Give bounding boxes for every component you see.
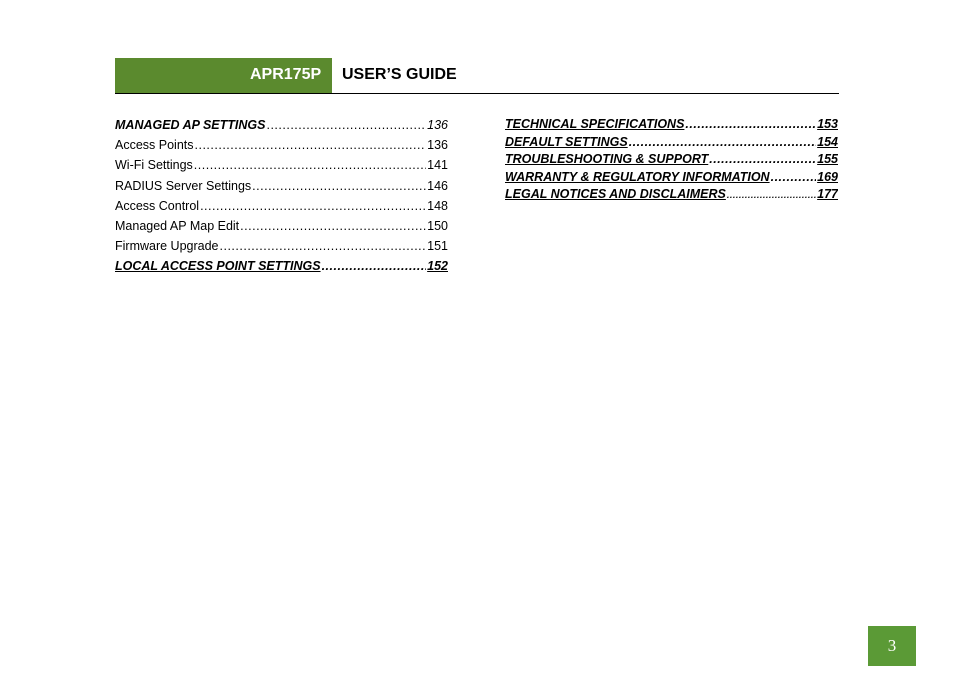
toc-page: 146: [427, 178, 448, 193]
toc-entry-access-control[interactable]: [115, 197, 448, 217]
toc-entry-default-settings[interactable]: [505, 134, 838, 152]
toc-entry-managed-ap-map-edit[interactable]: [115, 217, 448, 237]
toc-label: Access Points: [115, 138, 194, 153]
toc-label: TROUBLESHOOTING & SUPPORT: [505, 152, 709, 167]
toc-leader: [266, 116, 426, 134]
toc-page: 154: [817, 134, 838, 149]
toc-label: Managed AP Map Edit: [115, 218, 240, 233]
toc-label: RADIUS Server Settings: [115, 178, 252, 193]
toc-page: 136: [427, 118, 448, 132]
toc-page: 152: [427, 259, 448, 274]
toc-page: 169: [817, 169, 838, 184]
toc-label: TECHNICAL SPECIFICATIONS: [505, 117, 685, 131]
toc-page: 141: [427, 158, 448, 173]
toc-leader: [252, 177, 426, 195]
toc-leader: [220, 237, 427, 255]
toc-label: MANAGED AP SETTINGS: [115, 118, 266, 132]
toc-page: 151: [427, 239, 448, 254]
toc-leader: [195, 136, 427, 154]
toc-entry-troubleshooting-support[interactable]: [505, 151, 838, 169]
toc-leader: [629, 134, 816, 151]
toc-entry-local-access-point-settings[interactable]: [115, 257, 448, 277]
toc-label: LEGAL NOTICES AND DISCLAIMERS: [505, 187, 726, 202]
toc-entry-managed-ap-settings[interactable]: [115, 116, 448, 136]
toc-entry-radius-server-settings[interactable]: [115, 177, 448, 197]
toc-entry-firmware-upgrade[interactable]: [115, 237, 448, 257]
toc-label: WARRANTY & REGULATORY INFORMATION: [505, 169, 770, 184]
toc-label: Firmware Upgrade: [115, 239, 219, 254]
toc-leader: [194, 156, 426, 174]
toc-leader: [727, 187, 816, 204]
toc-label: Wi-Fi Settings: [115, 158, 193, 173]
toc-leader: [240, 217, 426, 235]
toc-right-column: [505, 116, 838, 204]
toc-label: Access Control: [115, 198, 200, 213]
toc-page: 177: [817, 187, 838, 202]
toc-page: 136: [427, 138, 448, 153]
page-number: 3: [887, 636, 897, 655]
toc-entry-access-points[interactable]: [115, 136, 448, 156]
toc-leader: [771, 169, 817, 186]
header-title: USER’S GUIDE: [342, 66, 457, 83]
page-number-box: [868, 626, 916, 666]
toc-left-column: [115, 116, 448, 278]
toc-entry-technical-specifications[interactable]: [505, 116, 838, 134]
toc-page: 153: [817, 117, 838, 131]
toc-page: 155: [817, 152, 838, 167]
toc-entry-warranty-regulatory-information[interactable]: [505, 169, 838, 187]
toc-page: 150: [427, 218, 448, 233]
toc-leader: [200, 197, 426, 215]
toc-leader: [322, 257, 427, 275]
toc-leader: [709, 151, 816, 168]
header-model: APR175P: [250, 66, 322, 83]
toc-leader: [685, 116, 816, 133]
toc-entry-wifi-settings[interactable]: [115, 156, 448, 176]
toc-label: DEFAULT SETTINGS: [505, 134, 628, 149]
toc-label: LOCAL ACCESS POINT SETTINGS: [115, 259, 321, 274]
toc-page: 148: [427, 198, 448, 213]
toc-entry-legal-notices-disclaimers[interactable]: [505, 186, 838, 204]
header-rule: [115, 93, 839, 94]
